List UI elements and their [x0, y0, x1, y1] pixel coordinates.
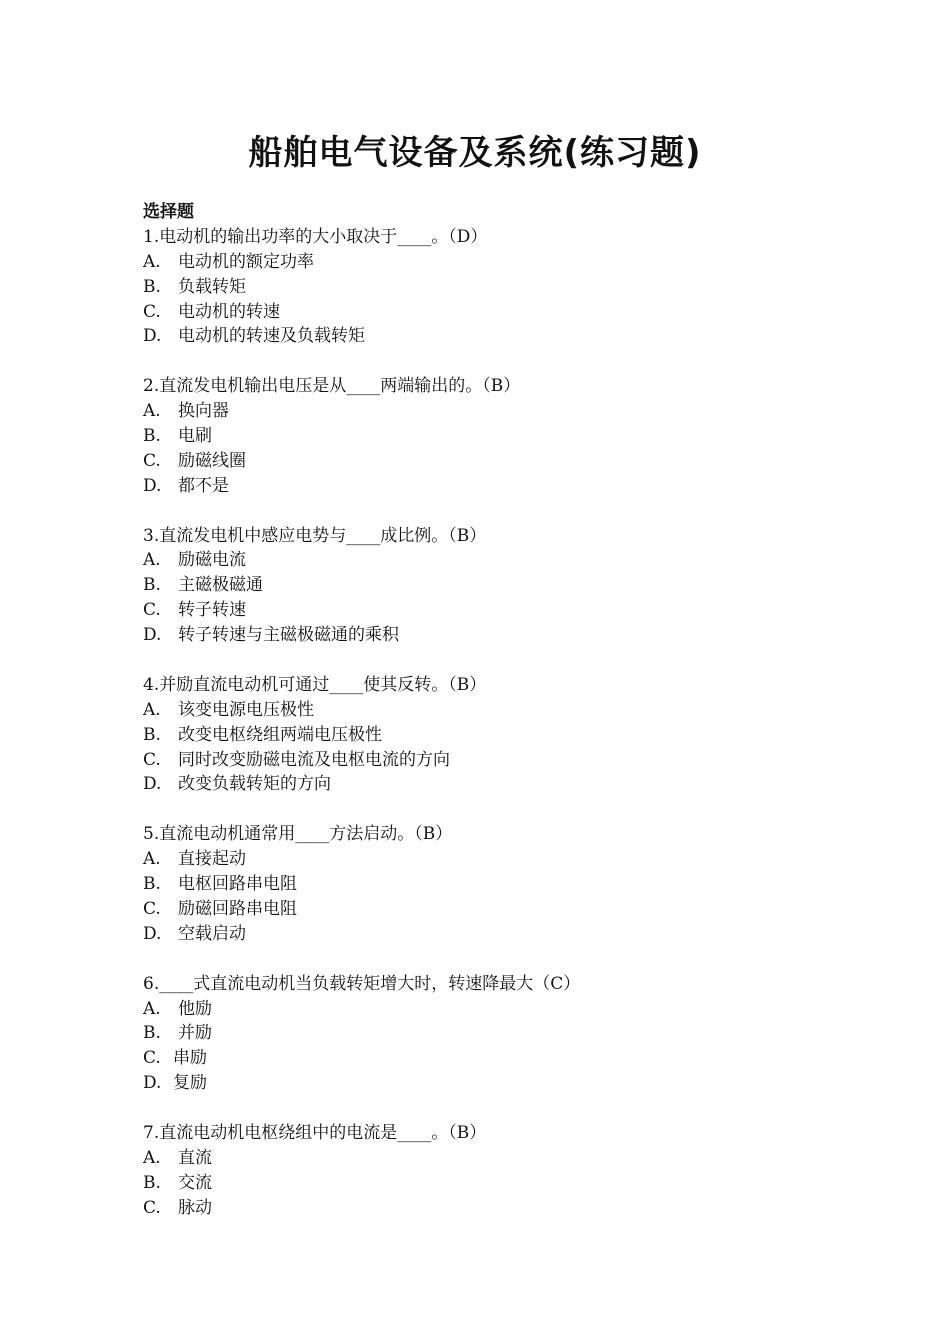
option-text: 他励: [178, 998, 212, 1019]
option-text: 复励: [173, 1073, 207, 1094]
option-text: 改变电枢绕组两端电压极性: [178, 724, 382, 745]
option-letter: B.: [143, 1023, 161, 1044]
option-a: [143, 997, 903, 1022]
option-letter: A.: [143, 401, 161, 422]
option-letter: A.: [143, 1147, 161, 1168]
question-text: 4.并励直流电动机可通过____使其反转。（B）: [143, 674, 487, 695]
option-letter: A.: [143, 998, 161, 1019]
option-b: [143, 723, 903, 748]
option-text: 负载转矩: [178, 276, 246, 297]
option-text: 并励: [178, 1023, 212, 1044]
option-letter: C.: [143, 1197, 161, 1218]
option-letter: A.: [143, 699, 161, 720]
option-text: 电动机的转速: [178, 301, 280, 322]
option-text: 空载启动: [178, 923, 246, 944]
option-c: [143, 300, 903, 325]
option-letter: D.: [143, 923, 162, 944]
document-body: [143, 200, 903, 1245]
option-text: 改变负载转矩的方向: [178, 774, 331, 795]
option-c: [143, 1196, 903, 1221]
question-3: [143, 524, 903, 648]
question-4: [143, 673, 903, 797]
question-2: [143, 374, 903, 498]
option-letter: C.: [143, 749, 161, 770]
option-letter: A.: [143, 251, 161, 272]
option-b: [143, 872, 903, 897]
option-d: [143, 772, 903, 797]
option-text: 直流: [178, 1147, 212, 1168]
option-letter: C.: [143, 301, 161, 322]
option-d: [143, 1071, 903, 1096]
option-text: 电枢回路串电阻: [178, 874, 297, 895]
option-letter: A.: [143, 550, 161, 571]
option-c: [143, 748, 903, 773]
option-a: [143, 548, 903, 573]
option-letter: B.: [143, 1172, 161, 1193]
option-letter: A.: [143, 849, 161, 870]
option-text: 电动机的转速及负载转矩: [178, 326, 365, 347]
option-c: [143, 897, 903, 922]
option-text: 同时改变励磁电流及电枢电流的方向: [178, 749, 450, 770]
option-b: [143, 275, 903, 300]
option-b: [143, 573, 903, 598]
option-d: [143, 922, 903, 947]
option-d: [143, 324, 903, 349]
option-text: 电刷: [178, 426, 212, 447]
option-text: 励磁回路串电阻: [178, 898, 297, 919]
option-letter: B.: [143, 276, 161, 297]
option-text: 脉动: [178, 1197, 212, 1218]
question-text: 5.直流电动机通常用____方法启动。（B）: [143, 824, 453, 845]
option-a: [143, 698, 903, 723]
option-letter: C.: [143, 450, 161, 471]
option-text: 交流: [178, 1172, 212, 1193]
option-c: [143, 449, 903, 474]
option-d: [143, 623, 903, 648]
option-letter: D.: [143, 475, 162, 496]
option-letter: B.: [143, 426, 161, 447]
option-c: [143, 598, 903, 623]
option-text: 串励: [173, 1048, 207, 1069]
option-a: [143, 399, 903, 424]
option-letter: B.: [143, 724, 161, 745]
question-text: 6.____式直流电动机当负载转矩增大时，转速降最大（C）: [143, 973, 581, 994]
option-text: 转子转速: [178, 600, 246, 621]
option-letter: C.: [143, 600, 161, 621]
option-text: 转子转速与主磁极磁通的乘积: [178, 625, 399, 646]
question-6: [143, 972, 903, 1096]
option-d: [143, 474, 903, 499]
question-text: 1.电动机的输出功率的大小取决于____。（D）: [143, 226, 488, 247]
option-text: 主磁极磁通: [178, 575, 263, 596]
option-text: 换向器: [178, 401, 229, 422]
option-c: [143, 1046, 903, 1071]
option-a: [143, 250, 903, 275]
option-letter: D.: [143, 1073, 162, 1094]
question-7: [143, 1121, 903, 1221]
page-title: 船舶电气设备及系统(练习题): [248, 133, 702, 173]
option-letter: B.: [143, 874, 161, 895]
option-a: [143, 847, 903, 872]
option-b: [143, 424, 903, 449]
option-b: [143, 1171, 903, 1196]
question-5: [143, 822, 903, 946]
option-text: 都不是: [178, 475, 229, 496]
question-text: 7.直流电动机电枢绕组中的电流是____。（B）: [143, 1122, 487, 1143]
option-text: 电动机的额定功率: [178, 251, 314, 272]
option-letter: D.: [143, 326, 162, 347]
option-a: [143, 1146, 903, 1171]
option-letter: B.: [143, 575, 161, 596]
option-letter: D.: [143, 774, 162, 795]
option-text: 励磁电流: [178, 550, 246, 571]
section-heading: 选择题: [143, 202, 194, 222]
question-1: [143, 225, 903, 349]
option-letter: C.: [143, 898, 161, 919]
option-text: 励磁线圈: [178, 450, 246, 471]
option-letter: D.: [143, 625, 162, 646]
question-text: 2.直流发电机输出电压是从____两端输出的。（B）: [143, 376, 521, 397]
option-letter: C.: [143, 1048, 161, 1069]
option-text: 该变电源电压极性: [178, 699, 314, 720]
option-b: [143, 1021, 903, 1046]
option-text: 直接起动: [178, 849, 246, 870]
question-text: 3.直流发电机中感应电势与____成比例。（B）: [143, 525, 487, 546]
